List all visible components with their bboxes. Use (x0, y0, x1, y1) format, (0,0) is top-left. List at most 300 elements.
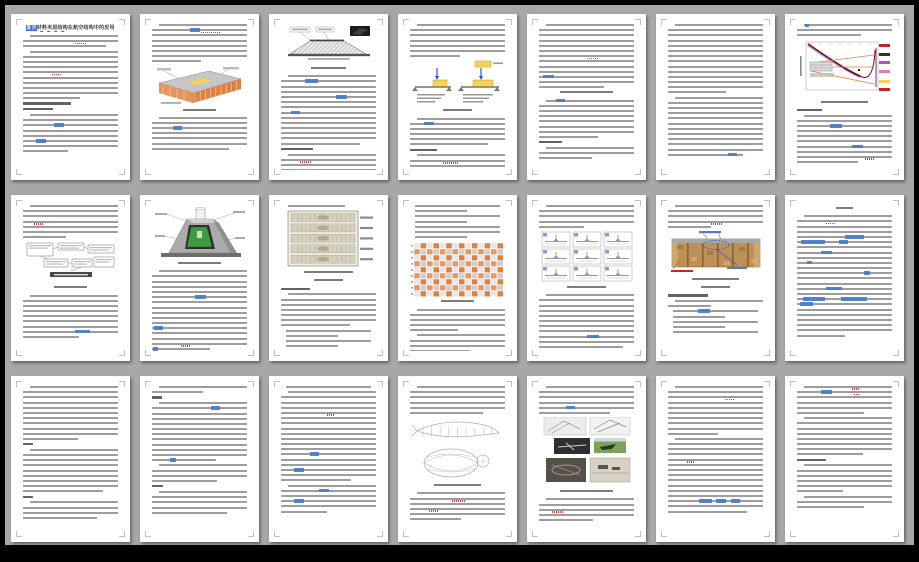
text-line (797, 303, 892, 305)
page-17[interactable] (269, 376, 388, 542)
figure-caption (797, 101, 892, 106)
text-boundary-corner-mark (661, 381, 667, 387)
section-heading-line (152, 396, 162, 398)
list-item-line (415, 231, 501, 233)
text-line (539, 412, 610, 414)
text-line (23, 326, 118, 328)
text-line (797, 391, 892, 393)
page-11[interactable] (398, 195, 517, 361)
text-line (281, 309, 376, 311)
figure-beams (410, 60, 505, 106)
highlight-mark (821, 390, 832, 394)
text-line (23, 310, 118, 312)
figure-caption (281, 271, 376, 276)
text-line (23, 454, 118, 456)
text-line (804, 115, 892, 117)
text-line (668, 123, 763, 125)
text-line (797, 453, 863, 455)
page-6[interactable] (656, 14, 775, 180)
highlight-mark (310, 452, 320, 456)
text-boundary-corner-mark (16, 200, 22, 206)
page-2[interactable] (140, 14, 259, 180)
text-line (668, 138, 763, 140)
text-line (539, 40, 634, 42)
text-line (281, 314, 376, 316)
page-content (410, 205, 505, 351)
text-line (668, 221, 763, 223)
text-line (152, 423, 247, 425)
text-line (797, 448, 892, 450)
figure-collage (539, 417, 634, 487)
caption-bar (560, 91, 612, 93)
highlight-mark (830, 124, 841, 128)
text-boundary-corner-mark (377, 381, 383, 387)
text-line (668, 396, 763, 398)
list-item-line (673, 310, 759, 312)
text-line (668, 112, 763, 114)
page-4[interactable] (398, 14, 517, 180)
figure-caption (152, 109, 247, 114)
text-line (23, 215, 118, 217)
text-line (152, 407, 247, 409)
highlight-mark (291, 111, 301, 115)
text-line (668, 407, 763, 409)
text-line (23, 300, 118, 302)
text-boundary-corner-mark (661, 19, 667, 25)
caption-bar (443, 109, 472, 111)
text-line (410, 55, 460, 57)
text-line (797, 130, 892, 132)
text-line (797, 402, 892, 404)
text-line (152, 317, 247, 319)
page-content (23, 24, 118, 170)
text-line (410, 340, 505, 342)
text-line (797, 485, 892, 487)
text-boundary-corner-mark (377, 531, 383, 537)
text-boundary-corner-mark (661, 200, 667, 206)
text-boundary-corner-mark (16, 350, 22, 356)
text-line (539, 86, 604, 88)
page-content (152, 386, 247, 532)
figure-collage-graphic (540, 417, 634, 487)
text-line (281, 459, 376, 461)
text-line (281, 433, 376, 435)
caption-bar (304, 271, 353, 273)
text-line (152, 307, 247, 309)
text-boundary-corner-mark (790, 350, 796, 356)
text-line (23, 145, 118, 147)
text-line (797, 309, 892, 311)
text-line (23, 396, 118, 398)
page-content (797, 24, 892, 170)
section-heading-line (152, 485, 163, 487)
text-boundary-corner-mark (274, 350, 280, 356)
figure-caption (410, 109, 505, 114)
figure-grid9 (539, 231, 634, 283)
text-boundary-corner-mark (532, 381, 538, 387)
text-line (797, 161, 858, 163)
text-line (159, 386, 247, 388)
text-line (668, 422, 763, 424)
text-boundary-corner-mark (248, 531, 254, 537)
text-line (281, 132, 376, 134)
page-content (281, 205, 376, 351)
text-line (804, 24, 892, 26)
figure-flow (23, 241, 118, 283)
spellcheck-squiggle (711, 223, 722, 225)
text-line (410, 345, 505, 347)
page-18[interactable] (398, 376, 517, 542)
text-line (668, 505, 763, 507)
text-line (410, 165, 505, 167)
caption-bar (434, 484, 482, 486)
text-line (668, 154, 743, 156)
text-line (410, 160, 505, 162)
text-line (668, 443, 763, 445)
text-boundary-corner-mark (661, 169, 667, 175)
text-line (797, 146, 892, 148)
text-boundary-corner-mark (377, 19, 383, 25)
text-line (281, 127, 376, 129)
page-19[interactable] (527, 376, 646, 542)
text-line (417, 24, 505, 26)
text-line (797, 246, 892, 248)
text-line (152, 454, 247, 456)
text-line (546, 498, 634, 500)
text-line (668, 511, 747, 513)
figure-caption (23, 286, 118, 291)
text-boundary-corner-mark (248, 350, 254, 356)
text-line (281, 417, 376, 419)
figure-xray-graphic (282, 210, 376, 268)
text-boundary-corner-mark (248, 200, 254, 206)
text-boundary-corner-mark (506, 19, 512, 25)
spellcheck-squiggle (865, 158, 875, 160)
text-line (23, 236, 66, 238)
text-line (668, 500, 763, 502)
text-line (152, 332, 247, 334)
text-line (281, 407, 376, 409)
section-heading-line (281, 148, 313, 150)
text-line (417, 334, 505, 336)
text-line (668, 133, 763, 135)
page-13[interactable] (656, 195, 775, 361)
text-boundary-corner-mark (893, 200, 899, 206)
title-highlight: 复合 (26, 25, 37, 31)
text-line (281, 164, 376, 166)
text-line (281, 80, 376, 82)
page-20[interactable] (656, 376, 775, 542)
figure-caption (152, 262, 247, 267)
list-item-line (286, 345, 338, 347)
text-line (152, 507, 247, 509)
text-line (539, 126, 634, 128)
text-line (668, 55, 763, 57)
text-line (668, 433, 718, 435)
section-heading-line (23, 496, 33, 498)
text-line (539, 34, 634, 36)
highlight-mark (173, 126, 183, 130)
highlight-mark (336, 95, 347, 99)
text-line (797, 283, 892, 285)
highlight-mark (543, 75, 554, 79)
text-line (417, 118, 505, 120)
text-line (152, 281, 247, 283)
text-boundary-corner-mark (145, 169, 151, 175)
text-line (23, 517, 97, 519)
text-boundary-corner-mark (532, 169, 538, 175)
section-heading-line (23, 108, 53, 110)
page-content (797, 386, 892, 532)
text-line (152, 296, 247, 298)
figure-caption (668, 278, 763, 283)
highlight-mark (556, 99, 565, 103)
highlight-mark (36, 139, 46, 143)
text-line (668, 485, 763, 487)
page-content (281, 24, 376, 170)
page-1[interactable] (11, 14, 130, 180)
text-line (797, 298, 892, 300)
text-line (30, 501, 118, 503)
text-line (281, 443, 376, 445)
text-line (797, 428, 892, 430)
text-line (539, 310, 634, 312)
text-boundary-corner-mark (377, 350, 383, 356)
text-line (668, 428, 763, 430)
figure-aircraft (410, 417, 505, 481)
text-line (797, 151, 892, 153)
text-line (539, 407, 634, 409)
page-content (410, 386, 505, 532)
text-line (668, 76, 763, 78)
list-item-line (286, 330, 372, 332)
text-line (539, 157, 592, 159)
text-line (152, 34, 247, 36)
text-line (23, 82, 118, 84)
text-line (410, 314, 505, 316)
text-line (281, 112, 376, 114)
text-boundary-corner-mark (274, 19, 280, 25)
text-line (539, 131, 634, 133)
text-line (539, 221, 634, 223)
text-line (281, 469, 376, 471)
text-boundary-corner-mark (403, 381, 409, 387)
text-line (23, 119, 118, 121)
text-line (797, 156, 892, 158)
text-line (539, 120, 634, 122)
text-line (668, 71, 763, 73)
page-10[interactable] (269, 195, 388, 361)
figure-caption (410, 484, 505, 489)
highlight-mark (294, 468, 304, 472)
text-line (281, 422, 376, 424)
text-boundary-corner-mark (403, 350, 409, 356)
page-7[interactable] (785, 14, 904, 180)
text-line (23, 412, 118, 414)
caption-bar (821, 101, 869, 103)
list-item-line (286, 335, 338, 337)
text-line (410, 50, 505, 52)
text-line (539, 325, 634, 327)
caption-bar (314, 279, 344, 281)
text-boundary-corner-mark (16, 531, 22, 537)
text-line (23, 40, 118, 42)
text-line (539, 330, 634, 332)
figure-caption (539, 286, 634, 291)
highlight-mark (821, 251, 832, 255)
list-item-line (415, 226, 501, 228)
page-content (410, 24, 505, 170)
figure-joint (668, 231, 763, 275)
spellcheck-squiggle (201, 32, 220, 34)
list-item-line (673, 326, 725, 328)
text-line (288, 485, 376, 487)
text-line (797, 324, 892, 326)
text-line (668, 402, 763, 404)
text-line (410, 412, 483, 414)
text-line (281, 96, 376, 98)
text-line (30, 205, 118, 207)
figure-beams-graphic (411, 60, 505, 106)
text-line (23, 433, 118, 435)
text-line (23, 124, 118, 126)
figure-grid9-graphic (540, 231, 634, 283)
highlight-mark (170, 458, 176, 462)
text-line (152, 428, 247, 430)
text-line (797, 470, 892, 472)
text-line (668, 412, 763, 414)
text-boundary-corner-mark (532, 350, 538, 356)
text-boundary-corner-mark (274, 200, 280, 206)
caption-bar (178, 262, 222, 264)
text-line (23, 428, 118, 430)
text-boundary-corner-mark (506, 200, 512, 206)
text-line (152, 348, 210, 350)
text-line (152, 60, 201, 62)
text-line (539, 45, 634, 47)
page-content (23, 386, 118, 532)
text-line (410, 350, 470, 351)
text-line (797, 125, 892, 127)
page-5[interactable] (527, 14, 646, 180)
page-21[interactable] (785, 376, 904, 542)
highlight-mark (75, 330, 89, 334)
text-line (281, 299, 376, 301)
text-line (152, 127, 247, 129)
text-line (539, 320, 634, 322)
text-line (797, 34, 861, 36)
text-boundary-corner-mark (403, 19, 409, 25)
figure-caption (539, 91, 634, 96)
text-line (281, 448, 376, 450)
page-8[interactable] (11, 195, 130, 361)
text-boundary-corner-mark (274, 381, 280, 387)
text-boundary-corner-mark (506, 169, 512, 175)
text-line (410, 518, 461, 520)
figure-wedge-graphic (153, 207, 247, 259)
text-boundary-corner-mark (661, 350, 667, 356)
figure-caption (539, 490, 634, 495)
figure-caption (797, 207, 892, 212)
page-15[interactable] (11, 376, 130, 542)
text-boundary-corner-mark (764, 19, 770, 25)
page-content (539, 205, 634, 351)
text-line (797, 443, 892, 445)
highlight-mark (716, 499, 726, 503)
text-line (152, 338, 247, 340)
text-line (797, 335, 845, 337)
text-line (797, 29, 892, 31)
text-line (797, 412, 864, 414)
text-line (152, 418, 247, 420)
text-line (675, 24, 763, 26)
text-line (797, 319, 892, 321)
highlight-mark (154, 326, 164, 330)
text-line (281, 453, 376, 455)
highlight-mark (800, 302, 813, 306)
text-line (539, 81, 634, 83)
text-boundary-corner-mark (635, 381, 641, 387)
text-line (675, 205, 763, 207)
text-line (410, 329, 458, 331)
section-heading-line (668, 294, 708, 296)
text-line (281, 402, 376, 404)
text-boundary-corner-mark (764, 350, 770, 356)
text-line (288, 75, 376, 77)
text-line (668, 86, 763, 88)
spellcheck-squiggle (587, 58, 598, 60)
text-boundary-corner-mark (16, 19, 22, 25)
text-line (281, 169, 376, 170)
text-line (539, 402, 634, 404)
page-content (152, 205, 247, 351)
highlight-mark (566, 406, 576, 410)
highlight-mark (803, 297, 826, 301)
page-9[interactable] (140, 195, 259, 361)
text-line (797, 236, 892, 238)
figure-caption (281, 279, 376, 284)
list-item-line (286, 386, 372, 388)
text-line (539, 29, 634, 31)
pages-grid (5, 5, 914, 542)
text-line (23, 221, 118, 223)
figure-aircraft-graphic (411, 417, 505, 481)
text-line (668, 50, 763, 52)
text-line (30, 51, 118, 53)
text-line (539, 152, 634, 154)
text-line (417, 154, 505, 156)
page-16[interactable] (140, 376, 259, 542)
text-line (797, 480, 892, 482)
text-line (281, 324, 350, 326)
page-12[interactable] (527, 195, 646, 361)
text-line (23, 210, 118, 212)
text-line (23, 135, 118, 137)
highlight-mark (699, 499, 711, 503)
page-14[interactable] (785, 195, 904, 361)
text-line (288, 391, 376, 393)
highlight-mark (294, 499, 304, 503)
text-boundary-corner-mark (764, 381, 770, 387)
text-boundary-corner-mark (119, 200, 125, 206)
text-line (539, 210, 634, 212)
text-boundary-corner-mark (16, 169, 22, 175)
text-line (668, 305, 711, 307)
text-line (417, 386, 505, 388)
text-line (288, 293, 376, 295)
page-3[interactable] (269, 14, 388, 180)
text-line (281, 91, 376, 93)
